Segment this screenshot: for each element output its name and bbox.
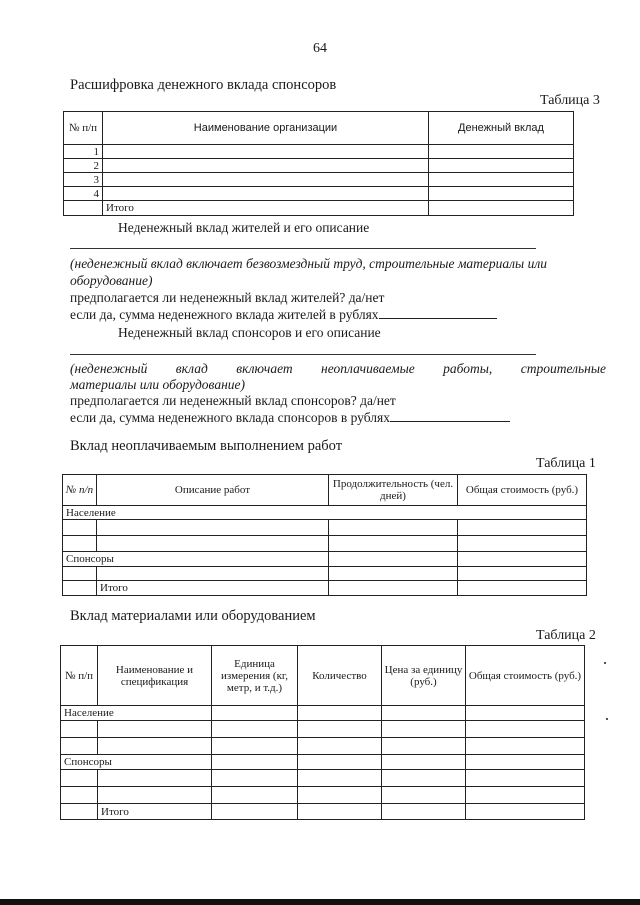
unpaid-work-table (62, 474, 587, 596)
table2-label: Таблица 2 (536, 628, 596, 643)
table-row (63, 520, 587, 536)
table-row (64, 145, 574, 159)
table-cell[interactable] (61, 721, 98, 738)
sponsors-amount-label: если да, сумма неденежного вклада спонсоров в рублях (70, 410, 390, 425)
table-row (64, 187, 574, 201)
table-cell[interactable] (382, 755, 466, 770)
total-label: Итого (97, 581, 329, 596)
group-label-residents: Население (63, 506, 587, 520)
table-cell[interactable] (98, 721, 212, 738)
table-cell[interactable] (458, 567, 587, 581)
group-label-residents: Население (61, 706, 212, 721)
table-cell[interactable] (61, 738, 98, 755)
row-number: 1 (64, 145, 103, 159)
table-cell[interactable] (97, 536, 329, 552)
table-cell (61, 804, 98, 820)
table-cell[interactable] (329, 567, 458, 581)
table-cell[interactable] (212, 738, 298, 755)
table-cell[interactable] (382, 770, 466, 787)
section2-title: Вклад неоплачиваемым выполнением работ (70, 438, 343, 454)
group-row-sponsors (63, 552, 587, 567)
scan-speck (604, 662, 606, 664)
table-cell[interactable] (98, 770, 212, 787)
note-word: неоплачиваемые (321, 361, 415, 376)
sponsors-money-table (63, 111, 574, 216)
row-number: 3 (64, 173, 103, 187)
sponsors-nonmoney-note-line2: материалы или оборудование) (70, 377, 246, 392)
table-cell[interactable] (298, 804, 382, 820)
residents-question: предполагается ли неденежный вклад жителей? да/нет (70, 290, 385, 305)
table-row (64, 159, 574, 173)
table-cell[interactable] (466, 721, 585, 738)
table-row (61, 770, 585, 787)
row-number: 4 (64, 187, 103, 201)
table-cell[interactable] (298, 706, 382, 721)
scan-bottom-edge (0, 899, 640, 905)
table-cell[interactable] (298, 770, 382, 787)
table-cell[interactable] (429, 159, 574, 173)
table-header-row (61, 646, 585, 706)
table-cell[interactable] (382, 721, 466, 738)
table-cell[interactable] (212, 770, 298, 787)
header-unit: Единица измерения (кг, метр, и т.д.) (212, 646, 298, 706)
table-cell[interactable] (382, 787, 466, 804)
table-cell[interactable] (466, 706, 585, 721)
table-cell[interactable] (382, 706, 466, 721)
table-cell[interactable] (329, 552, 458, 567)
header-qty: Количество (298, 646, 382, 706)
table-cell[interactable] (103, 145, 429, 159)
table3-label: Таблица 3 (540, 93, 600, 108)
table-cell[interactable] (429, 145, 574, 159)
table-row (63, 536, 587, 552)
note-word: (неденежный (70, 361, 148, 376)
table-cell[interactable] (429, 173, 574, 187)
residents-amount-row (70, 307, 497, 323)
table-cell[interactable] (97, 567, 329, 581)
table-cell[interactable] (212, 706, 298, 721)
table-cell[interactable] (329, 581, 458, 596)
header-num: № п/п (64, 112, 103, 145)
header-num: № п/п (63, 475, 97, 506)
table-cell[interactable] (458, 520, 587, 536)
residents-amount-label: если да, сумма неденежного вклада жителей в рублях (70, 307, 379, 322)
table-cell[interactable] (63, 536, 97, 552)
table-cell[interactable] (97, 520, 329, 536)
table-cell[interactable] (382, 804, 466, 820)
residents-nonmoney-heading: Неденежный вклад жителей и его описание (118, 220, 370, 235)
section1-title: Расшифровка денежного вклада спонсоров (70, 77, 337, 93)
sponsors-amount-row (70, 410, 510, 426)
header-cost: Общая стоимость (руб.) (458, 475, 587, 506)
table-cell[interactable] (458, 581, 587, 596)
header-price: Цена за единицу (руб.) (382, 646, 466, 706)
table-row (64, 173, 574, 187)
table-header-row (64, 112, 574, 145)
group-label-sponsors: Спонсоры (61, 755, 212, 770)
page-number: 64 (313, 41, 327, 56)
residents-nonmoney-note: (неденежный вклад включает безвозмездный труд, строительные материалы или оборудование) (70, 256, 547, 288)
row-number: 2 (64, 159, 103, 173)
table-cell[interactable] (429, 187, 574, 201)
group-row-residents (63, 506, 587, 520)
header-cost: Общая стоимость (руб.) (466, 646, 585, 706)
table-cell[interactable] (98, 787, 212, 804)
sponsors-nonmoney-heading: Неденежный вклад спонсоров и его описание (118, 325, 381, 340)
note-word: строительные (520, 361, 606, 376)
table-cell[interactable] (298, 787, 382, 804)
sponsors-amount-field[interactable] (390, 420, 510, 422)
header-org: Наименование организации (103, 112, 429, 145)
table-cell[interactable] (103, 187, 429, 201)
table-cell[interactable] (63, 567, 97, 581)
table-row (63, 567, 587, 581)
table-cell[interactable] (61, 770, 98, 787)
table-cell[interactable] (298, 721, 382, 738)
table-total-row (63, 581, 587, 596)
section3-title: Вклад материалами или оборудованием (70, 608, 316, 624)
header-name: Наименование и спецификация (98, 646, 212, 706)
scan-speck (606, 718, 608, 720)
group-row-residents (61, 706, 585, 721)
table-cell[interactable] (212, 755, 298, 770)
table-cell (64, 201, 103, 216)
header-desc: Описание работ (97, 475, 329, 506)
note-word: включает (236, 361, 293, 376)
table-cell (63, 581, 97, 596)
table-cell[interactable] (466, 755, 585, 770)
group-label-sponsors: Спонсоры (63, 552, 329, 567)
table-row (61, 721, 585, 738)
note-word: работы, (443, 361, 493, 376)
table-cell[interactable] (63, 520, 97, 536)
header-num: № п/п (61, 646, 98, 706)
table-cell[interactable] (298, 755, 382, 770)
residents-amount-field[interactable] (379, 317, 497, 319)
table-cell[interactable] (212, 787, 298, 804)
table-cell[interactable] (382, 738, 466, 755)
table-cell[interactable] (103, 173, 429, 187)
sponsors-description-line[interactable] (70, 354, 536, 355)
table-cell[interactable] (458, 536, 587, 552)
table-cell[interactable] (61, 787, 98, 804)
table-cell[interactable] (212, 721, 298, 738)
table-row (61, 787, 585, 804)
table-total-row (61, 804, 585, 820)
table-total-row (64, 201, 574, 216)
table-cell[interactable] (466, 787, 585, 804)
table-cell[interactable] (329, 536, 458, 552)
table-cell[interactable] (466, 770, 585, 787)
table-cell[interactable] (98, 738, 212, 755)
residents-description-line[interactable] (70, 248, 536, 249)
header-duration: Продолжительность (чел. дней) (329, 475, 458, 506)
table-cell[interactable] (212, 804, 298, 820)
sponsors-question: предполагается ли неденежный вклад спонсоров? да/нет (70, 393, 396, 408)
note-word: вклад (175, 361, 208, 376)
header-money: Денежный вклад (429, 112, 574, 145)
table-header-row (63, 475, 587, 506)
table-cell[interactable] (458, 552, 587, 567)
group-row-sponsors (61, 755, 585, 770)
table-cell[interactable] (103, 159, 429, 173)
table-cell[interactable] (429, 201, 574, 216)
total-label: Итого (98, 804, 212, 820)
table-cell[interactable] (329, 520, 458, 536)
sponsors-nonmoney-note-line1 (70, 361, 606, 377)
materials-table (60, 645, 585, 820)
table-cell[interactable] (466, 738, 585, 755)
total-label: Итого (103, 201, 429, 216)
table-cell[interactable] (298, 738, 382, 755)
table-row (61, 738, 585, 755)
table-cell[interactable] (466, 804, 585, 820)
table1-label: Таблица 1 (536, 456, 596, 471)
